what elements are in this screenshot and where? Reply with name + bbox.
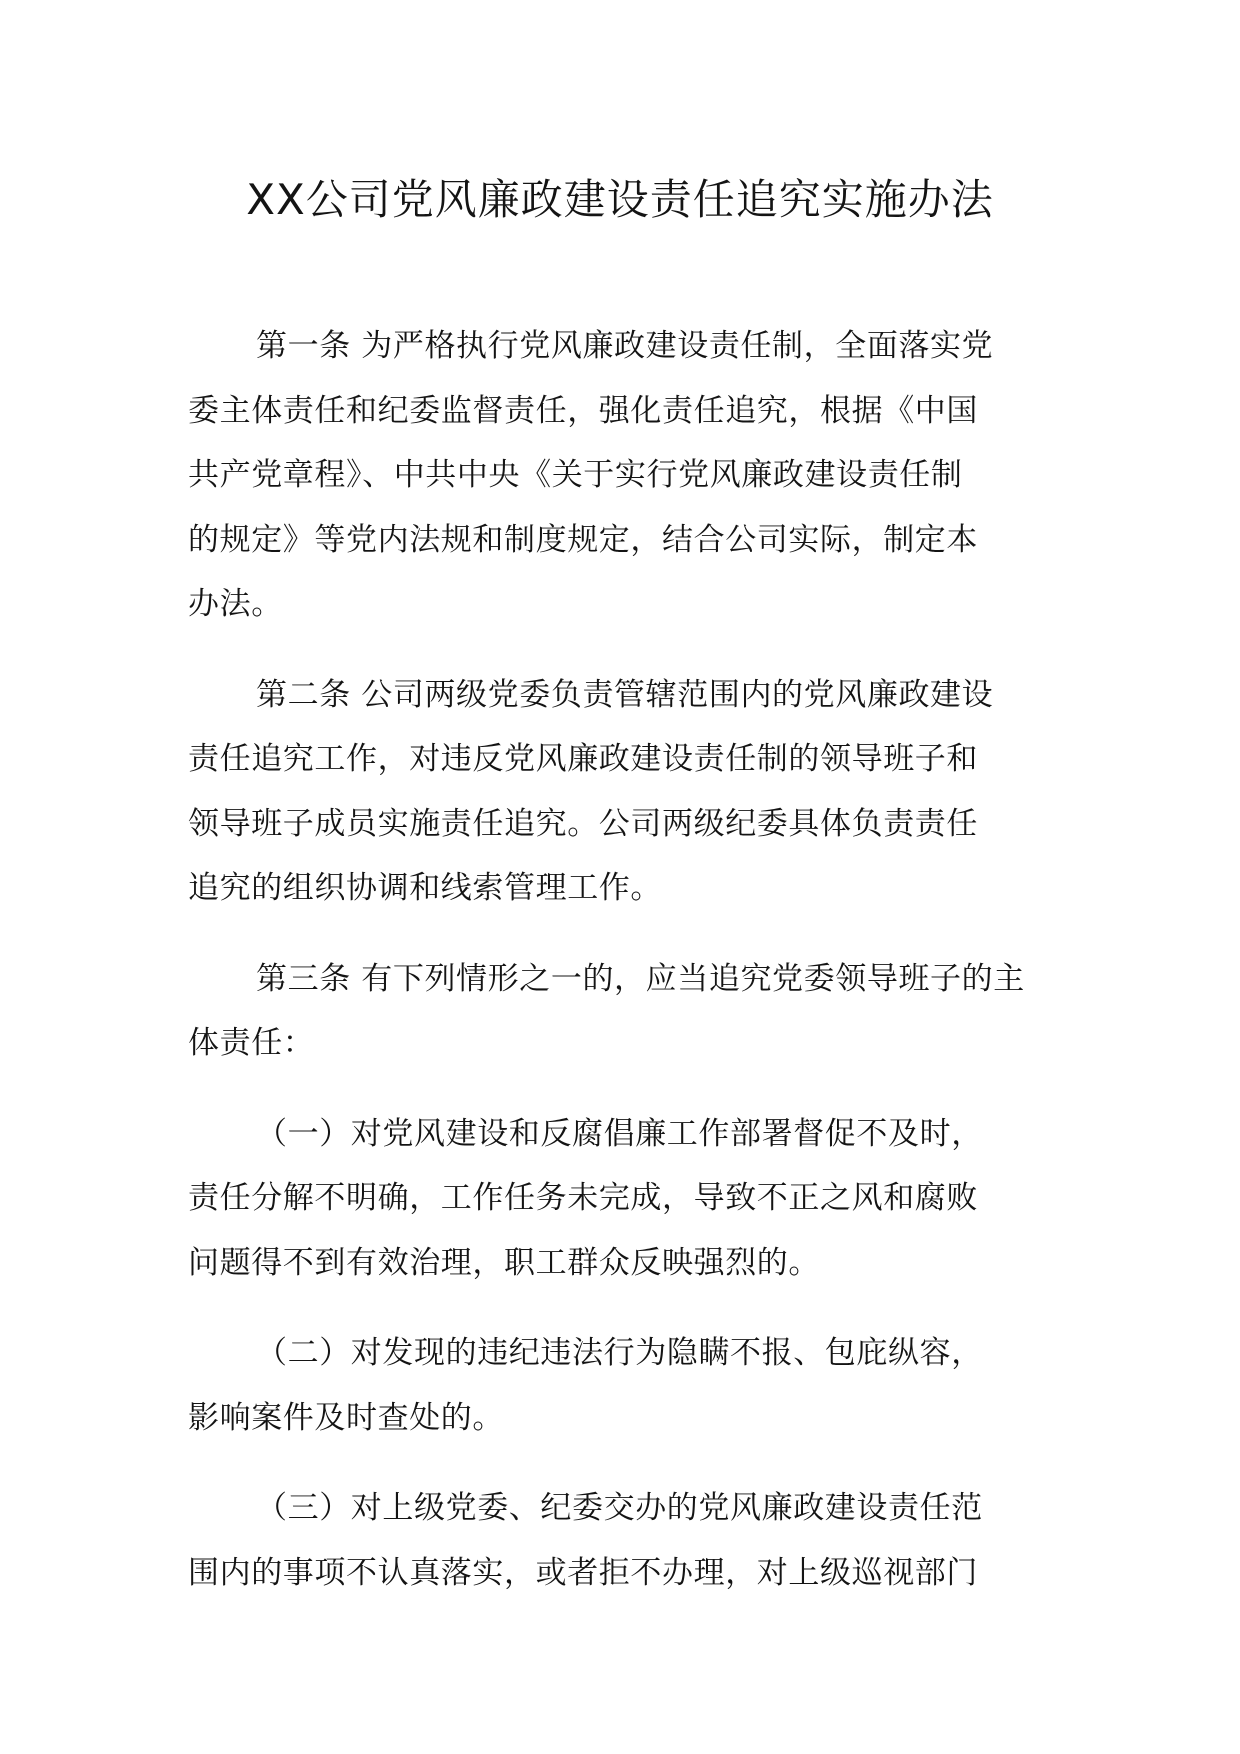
paragraph-line: 第一条 为严格执行党风廉政建设责任制，全面落实党 <box>256 328 994 364</box>
paragraph-line: 影响案件及时查处的。 <box>188 1399 504 1436</box>
paragraph-line: 体责任： <box>188 1025 315 1061</box>
paragraph-line: 责任分解不明确，工作任务未完成，导致不正之风和腐败 <box>188 1180 978 1216</box>
paragraph-line: 追究的组织协调和线索管理工作。 <box>188 870 662 906</box>
paragraph-line: （三）对上级党委、纪委交办的党风廉政建设责任范 <box>256 1490 983 1526</box>
document-body <box>188 314 1058 1631</box>
paragraph-line: 办法。 <box>188 586 283 622</box>
paragraph-line: 责任追究工作，对违反党风廉政建设责任制的领导班子和 <box>188 741 978 777</box>
paragraph-line: 委主体责任和纪委监督责任，强化责任追究，根据《中国 <box>188 392 978 429</box>
paragraph-line: 的规定》等党内法规和制度规定，结合公司实际，制定本 <box>188 521 978 558</box>
paragraph-line: 围内的事项不认真落实，或者拒不办理，对上级巡视部门 <box>188 1554 978 1591</box>
article-2-paragraph <box>188 663 1058 921</box>
paragraph-line: 第二条 公司两级党委负责管辖范围内的党风廉政建设 <box>256 676 994 713</box>
paragraph-line: 领导班子成员实施责任追究。公司两级纪委具体负责责任 <box>188 805 978 842</box>
paragraph-line: 问题得不到有效治理，职工群众反映强烈的。 <box>188 1244 820 1281</box>
paragraph-line: 第三条 有下列情形之一的，应当追究党委领导班子的主 <box>256 960 1025 997</box>
article-1-paragraph <box>188 314 1058 637</box>
article-3-paragraph <box>188 947 1058 1076</box>
paragraph-line: （一）对党风建设和反腐倡廉工作部署督促不及时， <box>256 1115 983 1152</box>
clause-3-paragraph <box>188 1476 1058 1605</box>
clause-1-paragraph <box>188 1102 1058 1296</box>
document-title: XX公司党风廉政建设责任追究实施办法 <box>246 175 994 224</box>
paragraph-line: （二）对发现的违纪违法行为隐瞒不报、包庇纵容， <box>256 1335 983 1371</box>
paragraph-line: 共产党章程》、中共中央《关于实行党风廉政建设责任制 <box>188 457 963 493</box>
clause-2-paragraph <box>188 1321 1058 1450</box>
